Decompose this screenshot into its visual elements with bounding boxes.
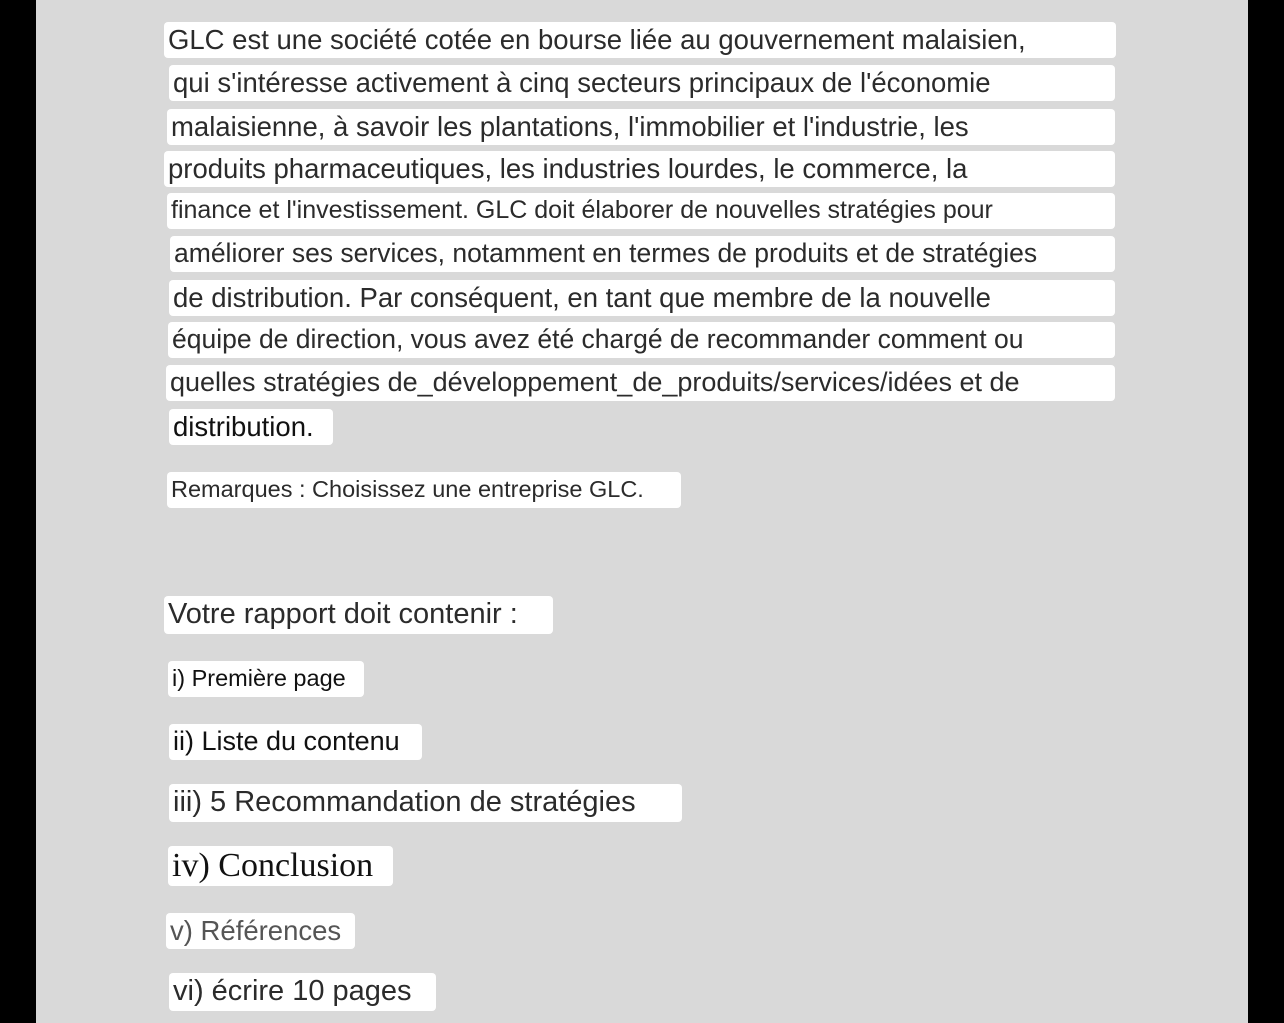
paragraph-line: améliorer ses services, notamment en termes de produits et de stratégies (170, 236, 1115, 272)
paragraph-line: qui s'intéresse activement à cinq secteurs principaux de l'économie (169, 65, 1115, 101)
paragraph-line: de distribution. Par conséquent, en tant que membre de la nouvelle (169, 280, 1115, 316)
paragraph-line: équipe de direction, vous avez été chargé de recommander comment ou (168, 322, 1115, 358)
report-item-references: v) Références (166, 913, 355, 949)
report-item-conclusion: iv) Conclusion (168, 846, 393, 886)
remark-note: Remarques : Choisissez une entreprise GLC. (167, 472, 681, 508)
paragraph-line: malaisienne, à savoir les plantations, l'immobilier et l'industrie, les (167, 109, 1115, 145)
report-item-page-count: vi) écrire 10 pages (169, 973, 436, 1011)
paragraph-line: produits pharmaceutiques, les industries lourdes, le commerce, la (164, 151, 1115, 187)
report-heading: Votre rapport doit contenir : (164, 596, 553, 634)
paragraph-line: GLC est une société cotée en bourse liée au gouvernement malaisien, (164, 22, 1116, 58)
report-item-first-page: i) Première page (168, 661, 364, 697)
paragraph-line: distribution. (169, 409, 333, 445)
document-page (36, 0, 1248, 1023)
paragraph-line: quelles stratégies de_développement_de_produits/services/idées et de (166, 365, 1115, 401)
report-item-contents: ii) Liste du contenu (169, 724, 422, 760)
report-item-recommendations: iii) 5 Recommandation de stratégies (169, 784, 682, 822)
paragraph-line: finance et l'investissement. GLC doit élaborer de nouvelles stratégies pour (167, 193, 1115, 229)
